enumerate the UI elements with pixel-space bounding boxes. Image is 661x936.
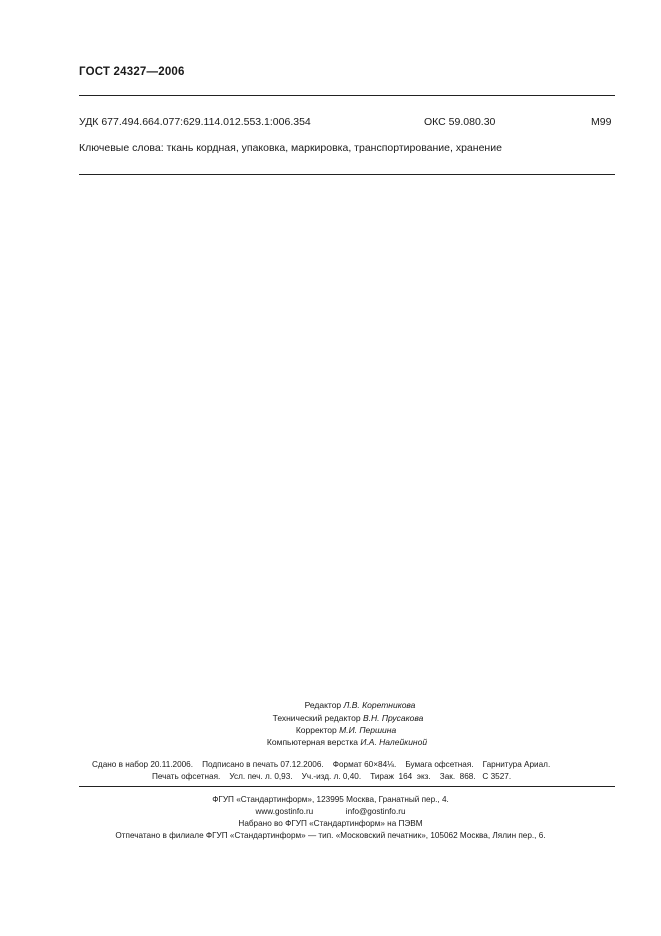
imprint-line-1: Сдано в набор 20.11.2006. Подписано в печать 07.12.2006. Формат 60×84⅛. Бумага офсетная. Гарнитура Ариал. xyxy=(92,760,551,769)
keywords-line xyxy=(79,142,502,154)
staff-name: В.Н. Прусакова xyxy=(362,713,424,723)
imprint-divider xyxy=(79,786,615,787)
publisher-address: ФГУП «Стандартинформ», 123995 Москва, Гранатный пер., 4. xyxy=(212,795,449,804)
staff-tech-editor xyxy=(0,713,661,723)
staff-layout xyxy=(0,737,661,747)
keywords-label: Ключевые слова: xyxy=(79,142,164,154)
publisher-printed: Отпечатано в филиале ФГУП «Стандартинформ» — тип. «Московский печатник», 105062 Москва, Лялин пер., 6. xyxy=(115,831,546,840)
document-title: ГОСТ 24327—2006 xyxy=(79,66,185,78)
staff-role: Корректор xyxy=(295,725,337,735)
keywords-divider xyxy=(79,174,615,175)
classification-code: М99 xyxy=(591,116,612,128)
staff-name: М.И. Першина xyxy=(339,725,397,735)
staff-role: Компьютерная верстка xyxy=(266,737,358,747)
staff-editor xyxy=(0,700,661,710)
publisher-email[interactable]: info@gostinfo.ru xyxy=(345,807,406,816)
oks-code: ОКС 59.080.30 xyxy=(424,116,496,128)
publisher-typeset: Набрано во ФГУП «Стандартинформ» на ПЭВМ xyxy=(238,819,423,828)
header-divider xyxy=(79,95,615,96)
imprint-line-2: Печать офсетная. Усл. печ. л. 0,93. Уч.-изд. л. 0,40. Тираж 164 экз. Зак. 868. С 3527. xyxy=(152,772,512,781)
staff-corrector xyxy=(0,725,661,735)
udc-code: УДК 677.494.664.077:629.114.012.553.1:006.354 xyxy=(79,116,311,128)
publisher-website[interactable]: www.gostinfo.ru xyxy=(255,807,314,816)
publisher-contacts xyxy=(0,807,661,816)
staff-role: Редактор xyxy=(304,700,342,710)
keywords-text: ткань кордная, упаковка, маркировка, транспортирование, хранение xyxy=(166,142,502,154)
staff-name: И.А. Налейкиной xyxy=(360,737,428,747)
staff-name: Л.В. Коретникова xyxy=(343,700,416,710)
staff-role: Технический редактор xyxy=(272,713,361,723)
